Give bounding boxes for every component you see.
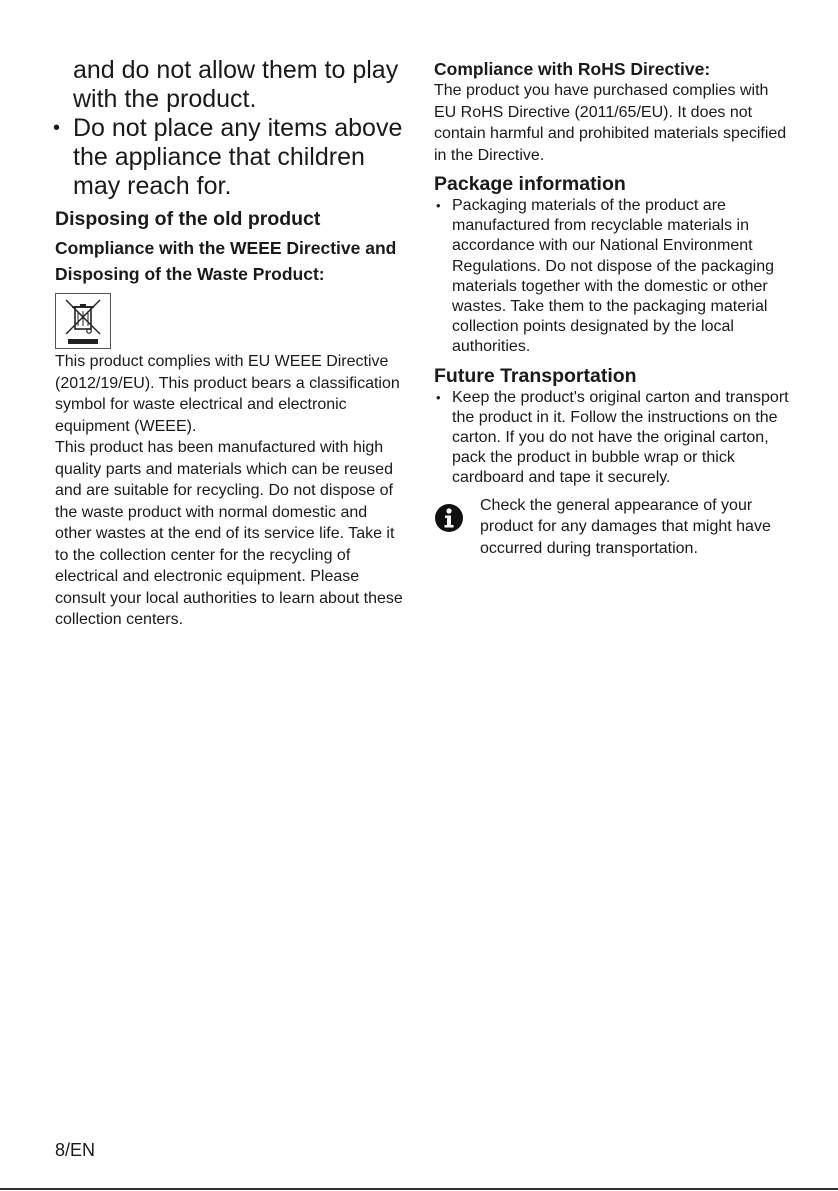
crossed-out-wheelie-bin-icon <box>56 294 110 348</box>
weee-paragraph-1: This product complies with EU WEEE Directive (2012/19/EU). This product bears a classification symbol for waste electrical and electronic equipment (WEEE). <box>55 353 400 435</box>
weee-symbol <box>55 293 111 349</box>
package-list <box>434 196 794 358</box>
weee-paragraph-2: This product has been manufactured with high quality parts and materials which can be reused and are suitable for recycling. Do not dispose of the waste product with normal domestic and other wastes at the end of its service life. Take it to the collection center for the recycling of electrical and electronic equipment. Please consult your local authorities to learn about these collection centers. <box>55 439 403 628</box>
list-item: • Do not place any items above the appliance that children may reach for. <box>55 114 407 201</box>
list-item: and do not allow them to play with the product. <box>73 56 399 113</box>
right-column <box>434 58 794 559</box>
heading-package-information: Package information <box>434 173 626 195</box>
left-column <box>55 56 407 631</box>
heading-future-transportation: Future Transportation <box>434 364 637 387</box>
list-item: • Keep the product's original carton and transport the product in it. Follow the instructions on the carton. If you do not have the original carton, pack the product in bubble wrap or thick cardboard and tape it securely. <box>434 388 794 489</box>
info-note-text: Check the general appearance of your product for any damages that might have occurred during transportation. <box>480 496 771 557</box>
info-icon <box>434 503 464 533</box>
subheading-weee: Compliance with the WEEE Directive and Disposing of the Waste Product: <box>55 238 397 284</box>
transport-list <box>434 388 794 489</box>
subheading-rohs: Compliance with RoHS Directive: <box>434 59 711 79</box>
rohs-paragraph: The product you have purchased complies with EU RoHS Directive (2011/65/EU). It does not contain harmful and prohibited materials specified in the Directive. <box>434 82 787 164</box>
safety-list-continued <box>55 56 407 201</box>
page-number: 8/EN <box>55 1140 96 1160</box>
info-note <box>434 495 794 560</box>
list-item: • Packaging materials of the product are manufactured from recyclable materials in accordance with our National Environment Regulations. Do not dispose of the packaging materials together with the domestic or other wastes. Take them to the packaging material collection points designated by the local authorities. <box>434 196 794 358</box>
bottom-divider <box>0 1188 838 1190</box>
heading-disposing: Disposing of the old product <box>55 208 321 230</box>
